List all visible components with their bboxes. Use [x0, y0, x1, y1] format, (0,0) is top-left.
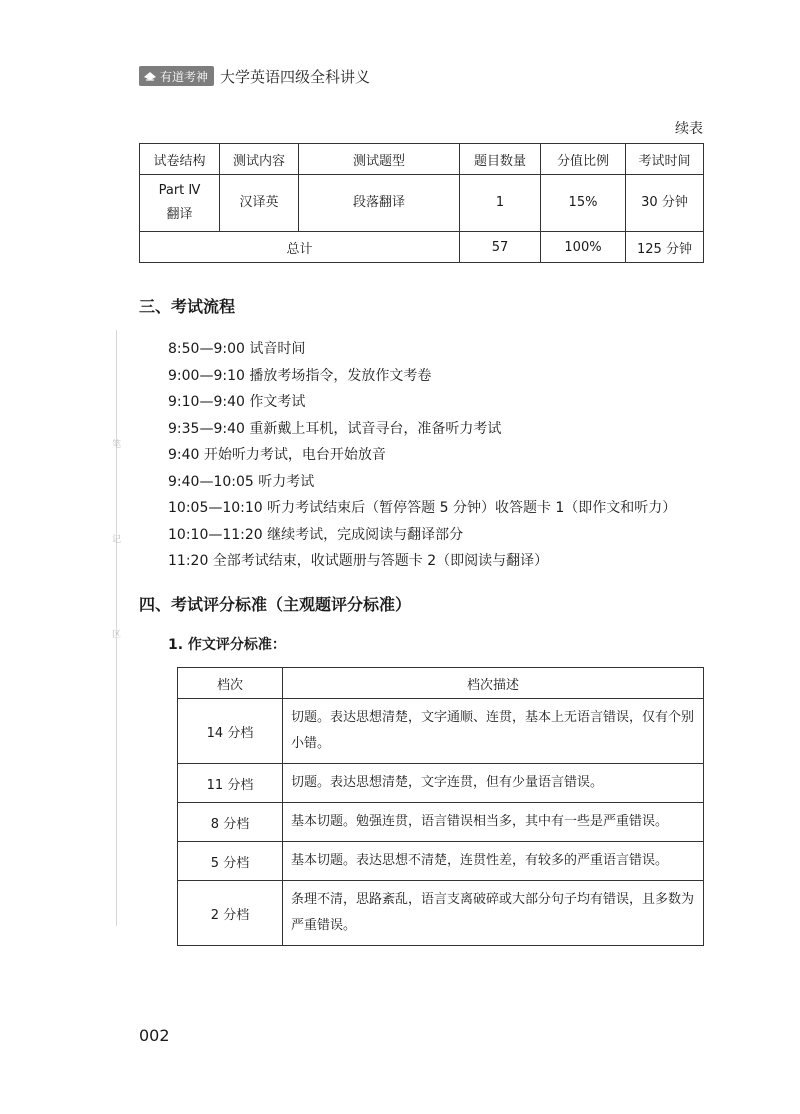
level-cell: 2 分档 — [178, 881, 283, 946]
cap-icon — [143, 70, 157, 82]
header-cell: 试卷结构 — [140, 144, 220, 175]
header-cell: 测试内容 — [220, 144, 299, 175]
margin-note-3: 区 — [112, 630, 122, 640]
part-cell — [140, 175, 220, 232]
count-cell: 1 — [460, 175, 541, 232]
total-label: 总计 — [140, 232, 460, 263]
list-item: 9:10—9:40 作文考试 — [168, 394, 306, 410]
list-item: 8:50—9:00 试音时间 — [168, 341, 306, 357]
table-row — [140, 175, 704, 232]
exam-structure-table — [139, 143, 704, 263]
table-row — [178, 699, 704, 764]
level-cell: 5 分档 — [178, 842, 283, 881]
essay-scoring-table — [177, 667, 704, 946]
total-time: 125 分钟 — [626, 232, 704, 263]
continued-label: 续表 — [675, 121, 703, 137]
content-cell: 汉译英 — [220, 175, 299, 232]
total-ratio: 100% — [541, 232, 626, 263]
level-cell: 11 分档 — [178, 764, 283, 803]
section-heading-scoring: 四、考试评分标准（主观题评分标准） — [139, 595, 412, 614]
desc-cell: 基本切题。勉强连贯，语言错误相当多，其中有一些是严重错误。 — [283, 803, 704, 842]
ratio-cell: 15% — [541, 175, 626, 232]
table-row — [178, 881, 704, 946]
desc-cell: 切题。表达思想清楚，文字连贯，但有少量语言错误。 — [283, 764, 704, 803]
time-cell: 30 分钟 — [626, 175, 704, 232]
margin-note-1: 笔 — [112, 440, 122, 450]
desc-cell: 切题。表达思想清楚，文字通顺、连贯，基本上无语言错误，仅有个别小错。 — [283, 699, 704, 764]
desc-cell: 基本切题。表达思想不清楚，连贯性差，有较多的严重语言错误。 — [283, 842, 704, 881]
table-row — [178, 842, 704, 881]
table-header-row — [178, 668, 704, 699]
header-cell: 档次描述 — [283, 668, 704, 699]
list-item: 11:20 全部考试结束，收试题册与答题卡 2（即阅读与翻译） — [168, 553, 549, 569]
level-cell: 8 分档 — [178, 803, 283, 842]
part-label: Part Ⅳ — [158, 183, 201, 198]
desc-cell: 条理不清，思路紊乱，语言支离破碎或大部分句子均有错误，且多数为严重错误。 — [283, 881, 704, 946]
list-item: 9:35—9:40 重新戴上耳机，试音寻台，准备听力考试 — [168, 420, 502, 437]
table-row — [178, 764, 704, 803]
header-cell: 档次 — [178, 668, 283, 699]
subsection-heading: 1. 作文评分标准： — [168, 637, 286, 653]
header-cell: 分值比例 — [541, 144, 626, 175]
list-item: 10:10—11:20 继续考试，完成阅读与翻译部分 — [168, 526, 464, 543]
page-header — [139, 66, 370, 86]
section-heading-process: 三、考试流程 — [139, 297, 236, 316]
total-count: 57 — [460, 232, 541, 263]
list-item: 10:05—10:10 听力考试结束后（暂停答题 5 分钟）收答题卡 1（即作文和听力） — [168, 500, 677, 516]
header-cell: 题目数量 — [460, 144, 541, 175]
part-name: 翻译 — [166, 207, 193, 222]
document-title: 大学英语四级全科讲义 — [220, 67, 371, 86]
brand-logo — [139, 66, 214, 86]
table-row — [178, 803, 704, 842]
list-item: 9:40—10:05 听力考试 — [168, 473, 315, 490]
exam-process-list — [168, 336, 676, 575]
header-cell: 考试时间 — [626, 144, 704, 175]
table-header-row — [140, 144, 704, 175]
type-cell: 段落翻译 — [299, 175, 460, 232]
list-item: 9:40 开始听力考试，电台开始放音 — [168, 447, 386, 463]
header-cell: 测试题型 — [299, 144, 460, 175]
margin-note-2: 记 — [112, 535, 122, 545]
total-row — [140, 232, 704, 263]
brand-name: 有道考神 — [160, 69, 209, 84]
list-item: 9:00—9:10 播放考场指令，发放作文考卷 — [168, 367, 432, 384]
level-cell: 14 分档 — [178, 699, 283, 764]
page-number: 002 — [139, 1026, 170, 1045]
